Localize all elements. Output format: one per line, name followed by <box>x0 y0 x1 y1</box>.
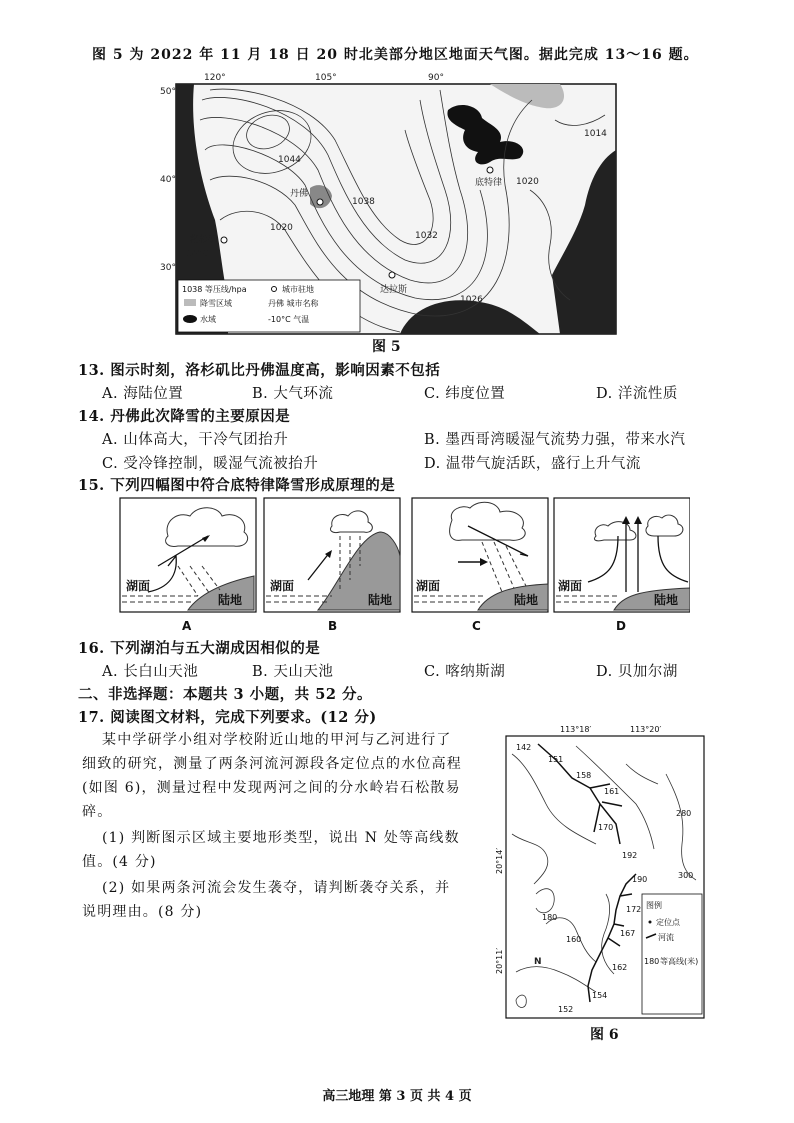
svg-text:陆地: 陆地 <box>654 593 679 607</box>
q15-panel-d <box>554 498 690 612</box>
n-label: N <box>534 957 542 967</box>
q15-panel-c <box>412 498 548 612</box>
point-167: 167 <box>620 929 636 938</box>
q17-material-line: 某中学研学小组对学校附近山地的甲河与乙河进行了 <box>102 732 452 748</box>
city-marker-dallas <box>389 272 395 278</box>
q13-option-d: D. 洋流性质 <box>596 386 678 402</box>
page-footer: 高三地理 第 3 页 共 4 页 <box>322 1089 472 1104</box>
q15-panel-a <box>120 498 256 612</box>
q17-stem: 17. 阅读图文材料，完成下列要求。(12 分) <box>78 709 377 726</box>
figure-5-caption: 图 5 <box>372 339 401 355</box>
isobar-label-1044: 1044 <box>278 155 301 165</box>
q16-option-c: C. 喀纳斯湖 <box>424 664 506 680</box>
lon-label-105: 105° <box>315 73 337 83</box>
fig6-legend-river: 河流 <box>658 933 674 942</box>
q16-option-d: D. 贝加尔湖 <box>596 664 678 680</box>
lat-label-40: 40° <box>160 175 176 185</box>
temp-label-la: 14°C <box>186 249 209 259</box>
legend-water-swatch <box>183 315 197 323</box>
point-172: 172 <box>626 905 642 914</box>
legend-city: 城市驻地 <box>282 285 314 294</box>
fig6-lat-label-2: 20°11′ <box>495 947 504 974</box>
q17-material-line: 细致的研究，测量了两条河流河源段各定位点的水位高程 <box>82 756 462 772</box>
point-160: 160 <box>566 935 582 944</box>
point-142: 142 <box>516 743 532 752</box>
svg-text:湖面: 湖面 <box>270 579 295 593</box>
fig5-legend <box>178 280 360 332</box>
isobar-label-1020-east: 1020 <box>516 177 539 187</box>
q15-letter-d: D <box>616 619 626 633</box>
fig6-lon-label-1: 113°18′ <box>560 725 592 734</box>
q14-option-d: D. 温带气旋活跃，盛行上升气流 <box>424 456 641 472</box>
point-152: 152 <box>558 1005 574 1014</box>
q14-option-c: C. 受冷锋控制，暖湿气流被抬升 <box>102 456 319 472</box>
fig6-legend-point: 定位点 <box>656 918 680 927</box>
isobar-label-1020-west: 1020 <box>270 223 293 233</box>
q15-letter-c: C <box>472 619 481 633</box>
q15-letter-a: A <box>182 619 192 633</box>
city-marker-la <box>221 237 227 243</box>
legend-snow: 降雪区域 <box>200 299 232 308</box>
point-162: 162 <box>612 963 628 972</box>
isobar-label-1026: 1026 <box>460 295 483 305</box>
q15-letter-b: B <box>328 619 338 633</box>
contour-value-180: 180 <box>542 913 558 922</box>
city-label-denver: 丹佛 <box>290 189 309 199</box>
figure-6-caption: 图 6 <box>590 1027 619 1043</box>
q15-panel-b <box>264 498 400 612</box>
point-151: 151 <box>548 755 564 764</box>
isobar-label-1038: 1038 <box>352 197 375 207</box>
point-280: 280 <box>676 809 692 818</box>
city-marker-detroit <box>487 167 493 173</box>
legend-city-symbol <box>272 287 277 292</box>
q14-option-b: B. 墨西哥湾暖湿气流势力强，带来水汽 <box>424 432 686 448</box>
legend-snow-swatch <box>184 299 196 306</box>
intro-text: 图 5 为 2022 年 11 月 18 日 20 时北美部分地区地面天气图。据此完成 13～16 题。 <box>92 47 699 63</box>
fig6-legend-contour: 等高线(米) <box>660 957 699 966</box>
figure-6-map <box>486 724 708 1020</box>
city-label-detroit: 底特律 <box>475 178 503 188</box>
point-161: 161 <box>604 787 620 796</box>
q17-sub1-line: 值。(4 分) <box>82 854 157 870</box>
q16-stem: 16. 下列湖泊与五大湖成因相似的是 <box>78 640 321 657</box>
point-300: 300 <box>678 871 694 880</box>
q17-sub1-line: (1) 判断图示区域主要地形类型，说出 N 处等高线数 <box>102 830 460 846</box>
svg-text:陆地: 陆地 <box>514 593 539 607</box>
legend-temp: -10°C 气温 <box>268 315 310 324</box>
q17-sub-question-2 <box>82 876 482 924</box>
svg-text:陆地: 陆地 <box>368 593 393 607</box>
legend-isobar: 1038 等压线/hpa <box>182 285 247 294</box>
isobar-label-1032: 1032 <box>415 231 438 241</box>
svg-text:湖面: 湖面 <box>558 579 583 593</box>
point-192: 192 <box>622 851 638 860</box>
q13-option-c: C. 纬度位置 <box>424 386 506 402</box>
section-2-heading: 二、非选择题：本题共 3 小题，共 52 分。 <box>78 686 372 703</box>
q16-option-b: B. 天山天池 <box>252 664 334 680</box>
legend-city-name: 丹佛 城市名称 <box>268 299 319 308</box>
point-154: 154 <box>592 991 608 1000</box>
q15-stem: 15. 下列四幅图中符合底特律降雪形成原理的是 <box>78 477 396 494</box>
lat-label-30: 30° <box>160 263 176 273</box>
lon-label-90: 90° <box>428 73 444 83</box>
svg-text:湖面: 湖面 <box>126 579 151 593</box>
city-label-la: 洛杉矶 <box>190 235 218 245</box>
svg-text:陆地: 陆地 <box>218 593 243 607</box>
lat-label-50: 50° <box>160 87 176 97</box>
q14-option-a: A. 山体高大，干冷气团抬升 <box>102 432 289 448</box>
q14-stem: 14. 丹佛此次降雪的主要原因是 <box>78 408 291 425</box>
fig6-lat-label-1: 20°14′ <box>495 847 504 874</box>
fig6-legend-point-symbol <box>649 921 652 924</box>
city-marker-denver <box>317 199 323 205</box>
q17-sub2-line: (2) 如果两条河流会发生袭夺，请判断袭夺关系，并 <box>102 880 451 896</box>
svg-text:湖面: 湖面 <box>416 579 441 593</box>
legend-water: 水域 <box>200 315 216 324</box>
city-label-dallas: 达拉斯 <box>380 285 408 295</box>
fig6-legend-contour-value: 180 <box>644 957 660 966</box>
q17-material <box>82 728 482 824</box>
figure-5-map <box>160 70 620 340</box>
q13-stem: 13. 图示时刻，洛杉矶比丹佛温度高，影响因素不包括 <box>78 362 441 379</box>
q16-option-a: A. 长白山天池 <box>102 664 199 680</box>
q13-option-a: A. 海陆位置 <box>102 386 184 402</box>
q13-option-b: B. 大气环流 <box>252 386 334 402</box>
isobar-label-1014: 1014 <box>584 129 607 139</box>
point-170: 170 <box>598 823 614 832</box>
point-158: 158 <box>576 771 592 780</box>
q17-material-line: (如图 6)，测量过程中发现两河之间的分水岭岩石松散易 <box>82 780 461 796</box>
fig6-lon-label-2: 113°20′ <box>630 725 662 734</box>
fig6-legend <box>642 894 702 1014</box>
fig6-legend-title: 图例 <box>646 901 662 910</box>
q17-material-line: 碎。 <box>82 804 113 820</box>
q15-diagrams <box>118 496 690 636</box>
lon-label-120: 120° <box>204 73 226 83</box>
q17-sub2-line: 说明理由。(8 分) <box>82 904 203 920</box>
point-190: 190 <box>632 875 648 884</box>
q17-sub-question-1 <box>82 826 482 874</box>
